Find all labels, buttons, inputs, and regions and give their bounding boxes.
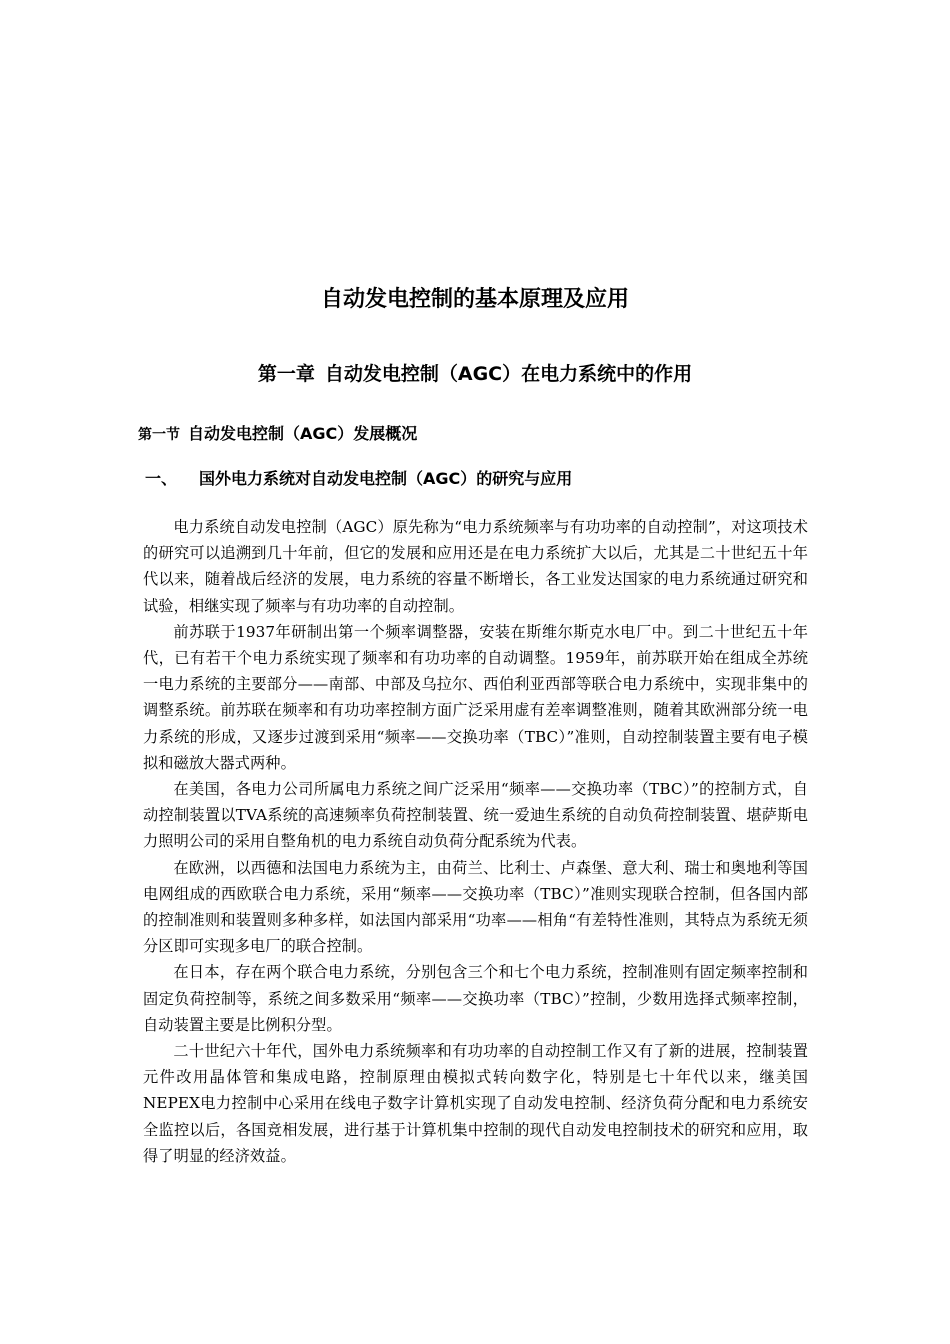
paragraph: 前苏联于1937年研制出第一个频率调整器，安装在斯维尔斯克水电厂中。到二十世纪五十年代，已有若干个电力系统实现了频率和有功功率的自动调整。1959年，前苏联开始在组成全苏统一电力系统的主要部分——南部、中部及乌拉尔、西伯利亚西部等联合电力系统中，实现非集中的调整系统。前苏联在频率和有功功率控制方面广泛采用虚有差率调整准则，随着其欧洲部分统一电力系统的形成，又逐步过渡到采用“频率——交换功率（TBC）”准则，自动控制装置主要有电子模拟和磁放大器式两种。 bbox=[143, 622, 808, 772]
body-text bbox=[143, 514, 808, 1169]
paragraph: 在日本，存在两个联合电力系统，分别包含三个和七个电力系统，控制准则有固定频率控制和固定负荷控制等，系统之间多数采用“频率——交换功率（TBC）”控制，少数用选择式频率控制，自动装置主要是比例积分型。 bbox=[143, 963, 808, 1034]
paragraph: 电力系统自动发电控制（AGC）原先称为“电力系统频率与有功功率的自动控制”，对这项技术的研究可以追溯到几十年前，但它的发展和应用还是在电力系统扩大以后，尤其是二十世纪五十年代以来，随着战后经济的发展，电力系统的容量不断增长，各工业发达国家的电力系统通过研究和试验，相继实现了频率与有功功率的自动控制。 bbox=[143, 518, 808, 615]
chapter-number: 第一章 bbox=[257, 363, 315, 385]
subsection-number: 一、 bbox=[145, 469, 178, 488]
chapter-heading bbox=[0, 360, 950, 388]
paragraph: 在欧洲，以西德和法国电力系统为主，由荷兰、比利士、卢森堡、意大利、瑞士和奥地利等国电网组成的西欧联合电力系统，采用“频率——交换功率（TBC）”准则实现联合控制，但各国内部的控制准则和装置则多种多样，如法国内部采用“功率——相角“有差特性准则，其特点为系统无须分区即可实现多电厂的联合控制。 bbox=[143, 858, 808, 956]
subsection-title: 国外电力系统对自动发电控制（AGC）的研究与应用 bbox=[199, 469, 573, 488]
section-title: 自动发电控制（AGC）发展概况 bbox=[188, 424, 418, 443]
chapter-title: 自动发电控制（AGC）在电力系统中的作用 bbox=[324, 363, 693, 385]
section-number: 第一节 bbox=[138, 427, 180, 443]
section-heading bbox=[138, 422, 417, 447]
paragraph: 在美国，各电力公司所属电力系统之间广泛采用“频率——交换功率（TBC）”的控制方式，自动控制装置以TVA系统的高速频率负荷控制装置、统一爱迪生系统的自动负荷控制装置、堪萨斯电力照明公司的采用自整角机的电力系统自动负荷分配系统为代表。 bbox=[143, 780, 808, 851]
paragraph: 二十世纪六十年代，国外电力系统频率和有功功率的自动控制工作又有了新的进展，控制装置元件改用晶体管和集成电路，控制原理由模拟式转向数字化，特别是七十年代以来，继美国NEPEX电力控制中心采用在线电子数字计算机实现了自动发电控制、经济负荷分配和电力系统安全监控以后，各国竞相发展，进行基于计算机集中控制的现代自动发电控制技术的研究和应用，取得了明显的经济效益。 bbox=[143, 1042, 808, 1165]
subsection-heading bbox=[145, 467, 572, 491]
document-title: 自动发电控制的基本原理及应用 bbox=[320, 287, 629, 312]
